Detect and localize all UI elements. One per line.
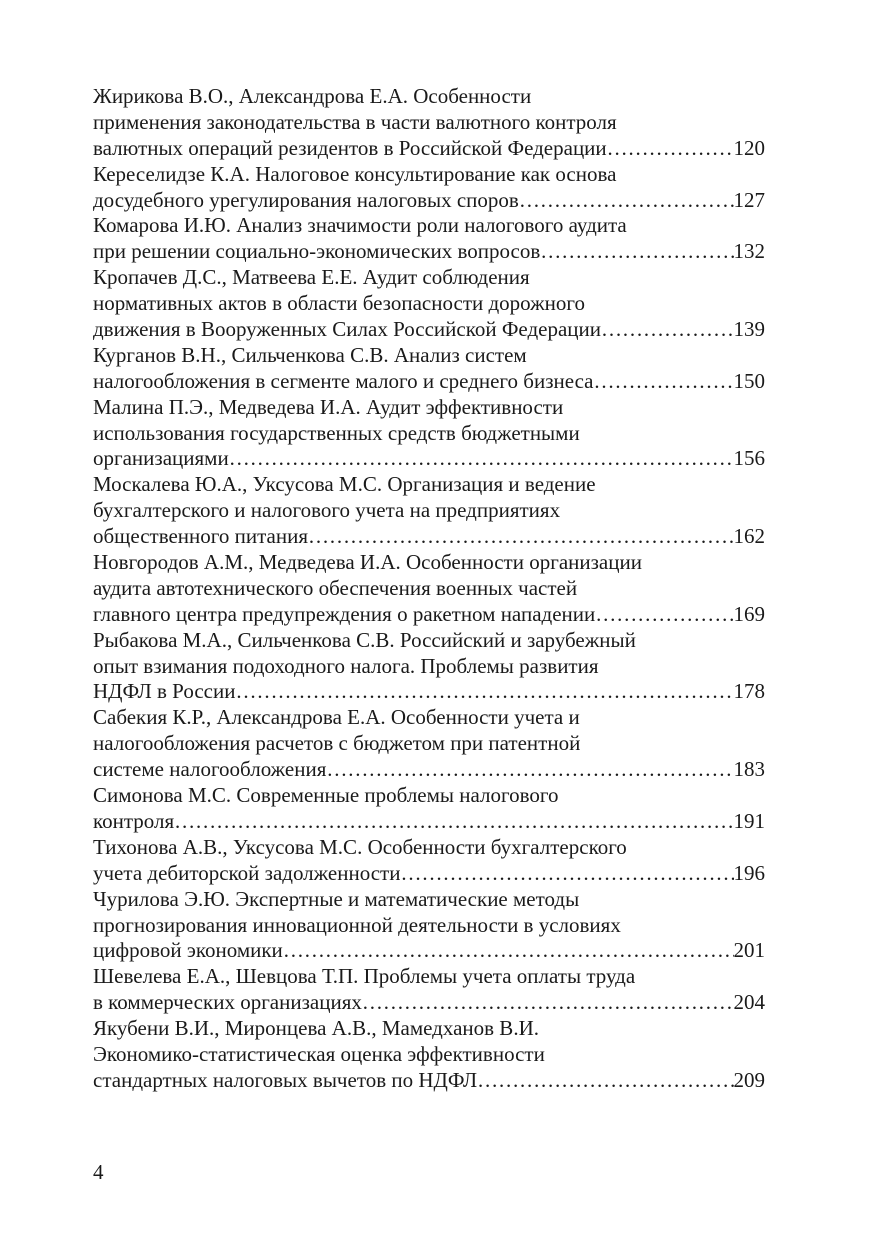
toc-page-number: 196 bbox=[733, 860, 765, 885]
toc-entry-title-end: НДФЛ в России bbox=[93, 679, 236, 704]
table-of-contents bbox=[93, 84, 765, 1094]
toc-entry-title-end: организациями bbox=[93, 446, 229, 471]
toc-entry-line: нормативных актов в области безопасности дорожного bbox=[93, 291, 585, 316]
toc-page-number: 169 bbox=[733, 601, 765, 626]
toc-entry-title-end: в коммерческих организациях bbox=[93, 990, 362, 1015]
toc-entry bbox=[93, 887, 765, 965]
toc-entry bbox=[93, 395, 765, 473]
toc-entry-line: Новгородов А.М., Медведева И.А. Особенности организации bbox=[93, 550, 642, 575]
toc-entry-title-end: контроля bbox=[93, 808, 175, 833]
toc-page-number: 150 bbox=[733, 368, 765, 393]
dot-leader bbox=[477, 1068, 733, 1094]
toc-page-number: 201 bbox=[733, 938, 765, 963]
toc-page-number: 162 bbox=[733, 524, 765, 549]
dot-leader bbox=[601, 317, 734, 343]
toc-entry-final-line bbox=[93, 602, 765, 628]
toc-entry-title-end: стандартных налоговых вычетов по НДФЛ bbox=[93, 1067, 478, 1092]
toc-entry-line: аудита автотехнического обеспечения военных частей bbox=[93, 575, 578, 600]
toc-entry-final-line bbox=[93, 239, 765, 265]
dot-leader bbox=[174, 809, 733, 835]
dot-leader bbox=[519, 188, 734, 214]
toc-entry-line: бухгалтерского и налогового учета на предприятиях bbox=[93, 498, 561, 523]
dot-leader bbox=[308, 524, 734, 550]
toc-entry-final-line bbox=[93, 524, 765, 550]
toc-entry bbox=[93, 550, 765, 628]
toc-entry-line: Чурилова Э.Ю. Экспертные и математические методы bbox=[93, 886, 580, 911]
dot-leader bbox=[607, 136, 734, 162]
toc-page-number: 127 bbox=[733, 187, 765, 212]
dot-leader bbox=[595, 602, 733, 628]
toc-page-number: 156 bbox=[733, 446, 765, 471]
toc-entry-line: Москалева Ю.А., Уксусова М.С. Организация и ведение bbox=[93, 472, 596, 497]
toc-entry-line: опыт взимания подоходного налога. Проблемы развития bbox=[93, 653, 599, 678]
toc-entry-final-line bbox=[93, 809, 765, 835]
toc-entry-line: прогнозирования инновационной деятельности в условиях bbox=[93, 912, 621, 937]
toc-page-number: 132 bbox=[733, 239, 765, 264]
toc-entry-line: Рыбакова М.А., Сильченкова С.В. Российский и зарубежный bbox=[93, 627, 636, 652]
toc-entry-title-end: при решении социально-экономических вопросов bbox=[93, 239, 541, 264]
toc-entry-title-end: главного центра предупреждения о ракетном нападении bbox=[93, 601, 596, 626]
toc-entry-line: Экономико-статистическая оценка эффективности bbox=[93, 1041, 545, 1066]
toc-page-number: 120 bbox=[733, 135, 765, 160]
toc-entry-line: Кереселидзе К.А. Налоговое консультирование как основа bbox=[93, 161, 617, 186]
toc-entry bbox=[93, 1016, 765, 1094]
toc-page-number: 209 bbox=[733, 1067, 765, 1092]
dot-leader bbox=[326, 757, 733, 783]
toc-entry-title-end: досудебного урегулирования налоговых споров bbox=[93, 187, 519, 212]
dot-leader bbox=[400, 861, 733, 887]
toc-entry-line: использования государственных средств бюджетными bbox=[93, 420, 580, 445]
toc-entry-title-end: общественного питания bbox=[93, 524, 308, 549]
toc-page-number: 204 bbox=[733, 990, 765, 1015]
dot-leader bbox=[362, 990, 734, 1016]
toc-entry-title-end: валютных операций резидентов в Российской Федерации bbox=[93, 135, 607, 160]
toc-entry-line: Тихонова А.В., Уксусова М.С. Особенности бухгалтерского bbox=[93, 834, 627, 859]
toc-entry-final-line bbox=[93, 757, 765, 783]
toc-entry bbox=[93, 783, 765, 835]
dot-leader bbox=[593, 369, 733, 395]
toc-entry bbox=[93, 705, 765, 783]
toc-entry-final-line bbox=[93, 136, 765, 162]
toc-entry bbox=[93, 343, 765, 395]
toc-entry-line: Комарова И.Ю. Анализ значимости роли налогового аудита bbox=[93, 213, 627, 238]
toc-entry-title-end: налогообложения в сегменте малого и среднего бизнеса bbox=[93, 368, 594, 393]
toc-entry-final-line bbox=[93, 369, 765, 395]
toc-entry bbox=[93, 213, 765, 265]
toc-entry-line: Шевелева Е.А., Шевцова Т.П. Проблемы учета оплаты труда bbox=[93, 964, 636, 989]
toc-entry-title-end: системе налогообложения bbox=[93, 757, 327, 782]
toc-entry-line: Симонова М.С. Современные проблемы налогового bbox=[93, 783, 559, 808]
toc-entry-title-end: учета дебиторской задолженности bbox=[93, 860, 401, 885]
toc-entry-title-end: движения в Вооруженных Силах Российской Федерации bbox=[93, 317, 601, 342]
toc-entry bbox=[93, 162, 765, 214]
dot-leader bbox=[235, 679, 733, 705]
dot-leader bbox=[229, 446, 734, 472]
toc-entry bbox=[93, 835, 765, 887]
page-number: 4 bbox=[93, 1160, 104, 1184]
toc-entry bbox=[93, 628, 765, 706]
toc-entry-line: Якубени В.И., Миронцева А.В., Мамедханов В.И. bbox=[93, 1016, 539, 1041]
toc-page-number: 183 bbox=[733, 757, 765, 782]
toc-entry-line: применения законодательства в части валютного контроля bbox=[93, 109, 617, 134]
toc-entry-final-line bbox=[93, 938, 765, 964]
toc-page-number: 139 bbox=[733, 317, 765, 342]
toc-page-number: 191 bbox=[733, 808, 765, 833]
toc-entry-line: Кропачев Д.С., Матвеева Е.Е. Аудит соблюдения bbox=[93, 265, 530, 290]
dot-leader bbox=[540, 239, 733, 265]
toc-entry-final-line bbox=[93, 679, 765, 705]
toc-entry-line: налогообложения расчетов с бюджетом при патентной bbox=[93, 731, 581, 756]
toc-entry-line: Жирикова В.О., Александрова Е.А. Особенности bbox=[93, 84, 532, 108]
toc-page-number: 178 bbox=[733, 679, 765, 704]
toc-entry-line: Курганов В.Н., Сильченкова С.В. Анализ систем bbox=[93, 342, 527, 367]
toc-entry-line: Малина П.Э., Медведева И.А. Аудит эффективности bbox=[93, 394, 564, 419]
toc-entry bbox=[93, 84, 765, 162]
toc-entry-final-line bbox=[93, 861, 765, 887]
dot-leader bbox=[283, 938, 734, 964]
toc-entry-final-line bbox=[93, 1068, 765, 1094]
toc-entry bbox=[93, 472, 765, 550]
toc-entry-line: Сабекия К.Р., Александрова Е.А. Особенности учета и bbox=[93, 705, 580, 730]
toc-entry bbox=[93, 265, 765, 343]
toc-entry-final-line bbox=[93, 317, 765, 343]
toc-entry-final-line bbox=[93, 188, 765, 214]
toc-entry bbox=[93, 964, 765, 1016]
toc-entry-final-line bbox=[93, 990, 765, 1016]
toc-entry-title-end: цифровой экономики bbox=[93, 938, 283, 963]
toc-entry-final-line bbox=[93, 446, 765, 472]
